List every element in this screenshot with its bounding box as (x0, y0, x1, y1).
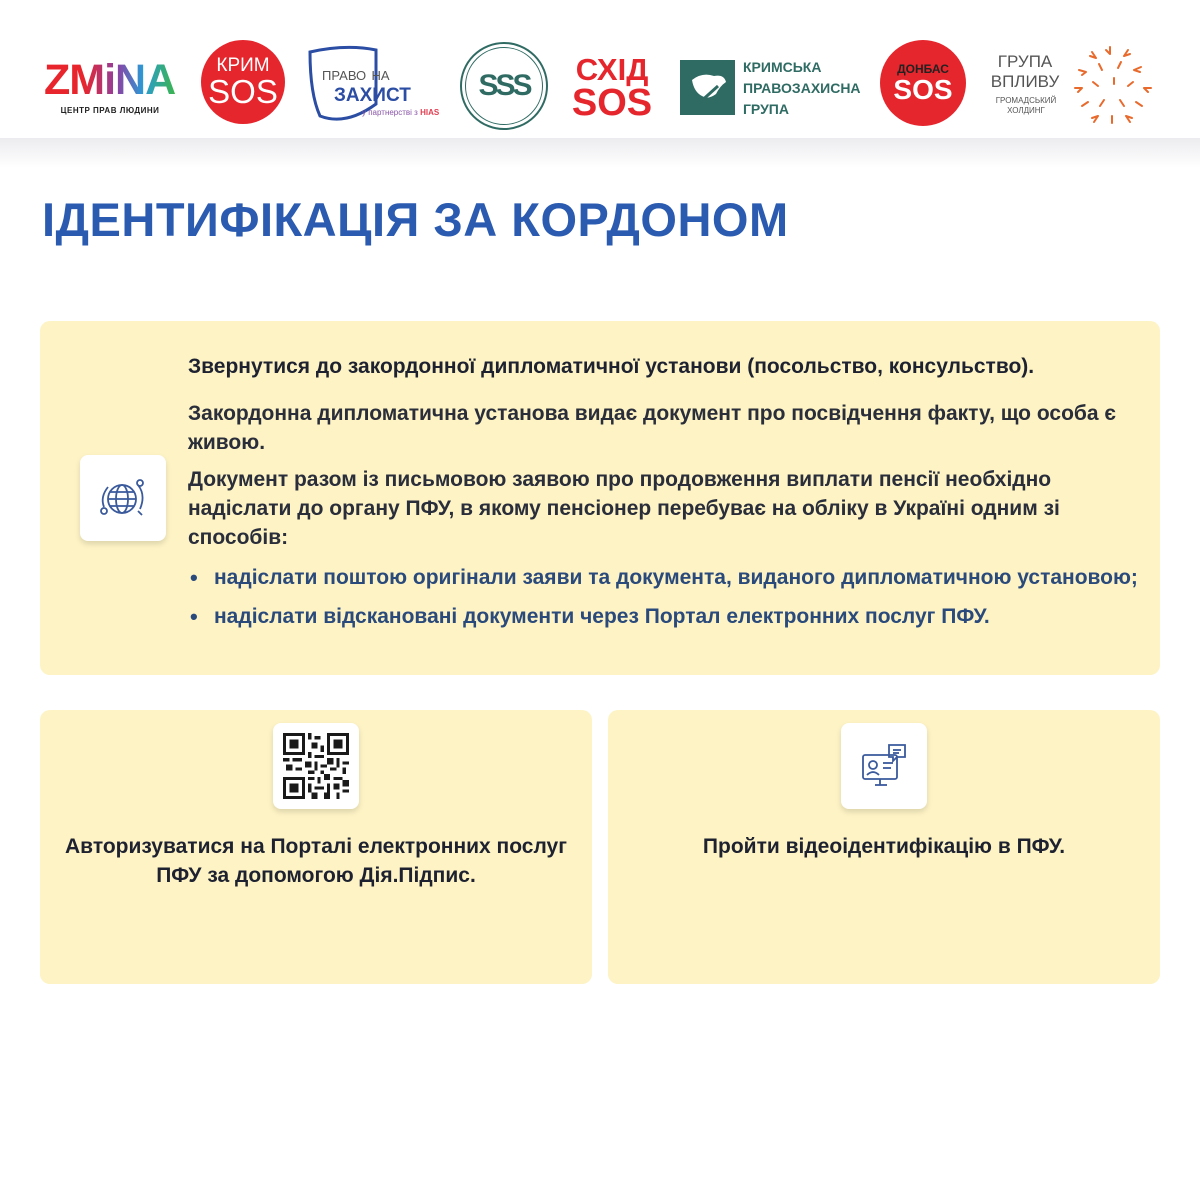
sss-mark: SSS (465, 47, 543, 125)
header-shadow (0, 138, 1200, 168)
qr-code-tile[interactable] (273, 723, 359, 809)
krym-sos-line2: SOS (208, 73, 278, 110)
diia-signature-caption: Авторизуватися на Порталі електронних послуг ПФУ за допомогою Дія.Підпис. (65, 835, 567, 887)
main-card-heading: Звернутися до закордонної дипломатичної установи (посольство, консульство). (188, 355, 1035, 378)
crimea-map-icon (680, 60, 735, 115)
grupa-vplyvu-logo (984, 50, 1164, 130)
qr-code-icon (283, 733, 349, 799)
sss-logo (460, 42, 548, 130)
grupa-sub2: ХОЛДИНГ (1007, 106, 1045, 115)
kpg-line3: ГРУПА (743, 101, 789, 117)
pravo-na-zakhyst-logo (306, 44, 454, 130)
page-title: ІДЕНТИФІКАЦІЯ ЗА КОРДОНОМ (42, 193, 789, 246)
video-call-icon-tile (841, 723, 927, 809)
hias-brand: HIAS (420, 108, 440, 117)
krym-sos-line1: КРИМ (216, 55, 270, 76)
grupa-line2: ВПЛИВУ (990, 72, 1060, 91)
list-item: • надіслати відскановані документи через Портал електронних послуг ПФУ. (188, 603, 1148, 630)
diia-signature-card (40, 710, 592, 984)
kpg-line1: КРИМСЬКА (743, 59, 822, 75)
pravo-partner-text: у партнерстві з (362, 108, 418, 117)
main-card-paragraph-2: Документ разом із письмовою заявою про продовження виплати пенсії необхідно надіслати до органу ПФУ, в якому пенсіонер перебуває на обліку в Україні одним зі способів: (188, 468, 1060, 549)
partner-logo-bar (0, 0, 1200, 150)
globe-icon-tile (80, 455, 166, 541)
skhid-sos-logo (566, 54, 658, 124)
donbas-sos-line1: ДОНБАС (897, 62, 949, 76)
zmina-logo (44, 56, 176, 122)
main-card-paragraph-1: Закордонна дипломатична установа видає документ про посвідчення факту, що особа є живою. (188, 402, 1116, 454)
krym-sos-logo (201, 40, 285, 124)
arrows-cluster-icon (1066, 44, 1160, 128)
submission-methods-list (188, 564, 1148, 630)
grupa-sub1: ГРОМАДСЬКИЙ (995, 96, 1057, 105)
grupa-line1: ГРУПА (997, 52, 1053, 71)
zmina-logo-word: ZMiNA (44, 56, 176, 104)
list-item: • надіслати поштою оригінали заяви та документа, виданого дипломатичною установою; (188, 564, 1148, 591)
pravo-line1-small: НА (371, 68, 390, 83)
skhid-sos-line1: СХІД (575, 52, 649, 87)
main-card-text (188, 353, 1148, 642)
diplomatic-institution-card (40, 321, 1160, 675)
donbas-sos-line2: SOS (893, 74, 953, 105)
kpg-line2: ПРАВОЗАХИСНА (743, 80, 861, 96)
video-identification-caption: Пройти відеоідентифікацію в ПФУ. (702, 835, 1066, 858)
globe-network-icon (98, 473, 148, 523)
skhid-sos-line2: SOS (571, 82, 653, 124)
video-identification-card (608, 710, 1160, 984)
krymska-pravozakhysna-hrupa-logo (680, 57, 870, 121)
video-call-icon (859, 741, 909, 791)
donbas-sos-logo (880, 40, 966, 126)
pravo-line2: ЗАХИСТ (334, 85, 411, 106)
zmina-logo-subtitle: ЦЕНТР ПРАВ ЛЮДИНИ (60, 106, 160, 115)
pravo-line1: ПРАВО (322, 68, 367, 83)
